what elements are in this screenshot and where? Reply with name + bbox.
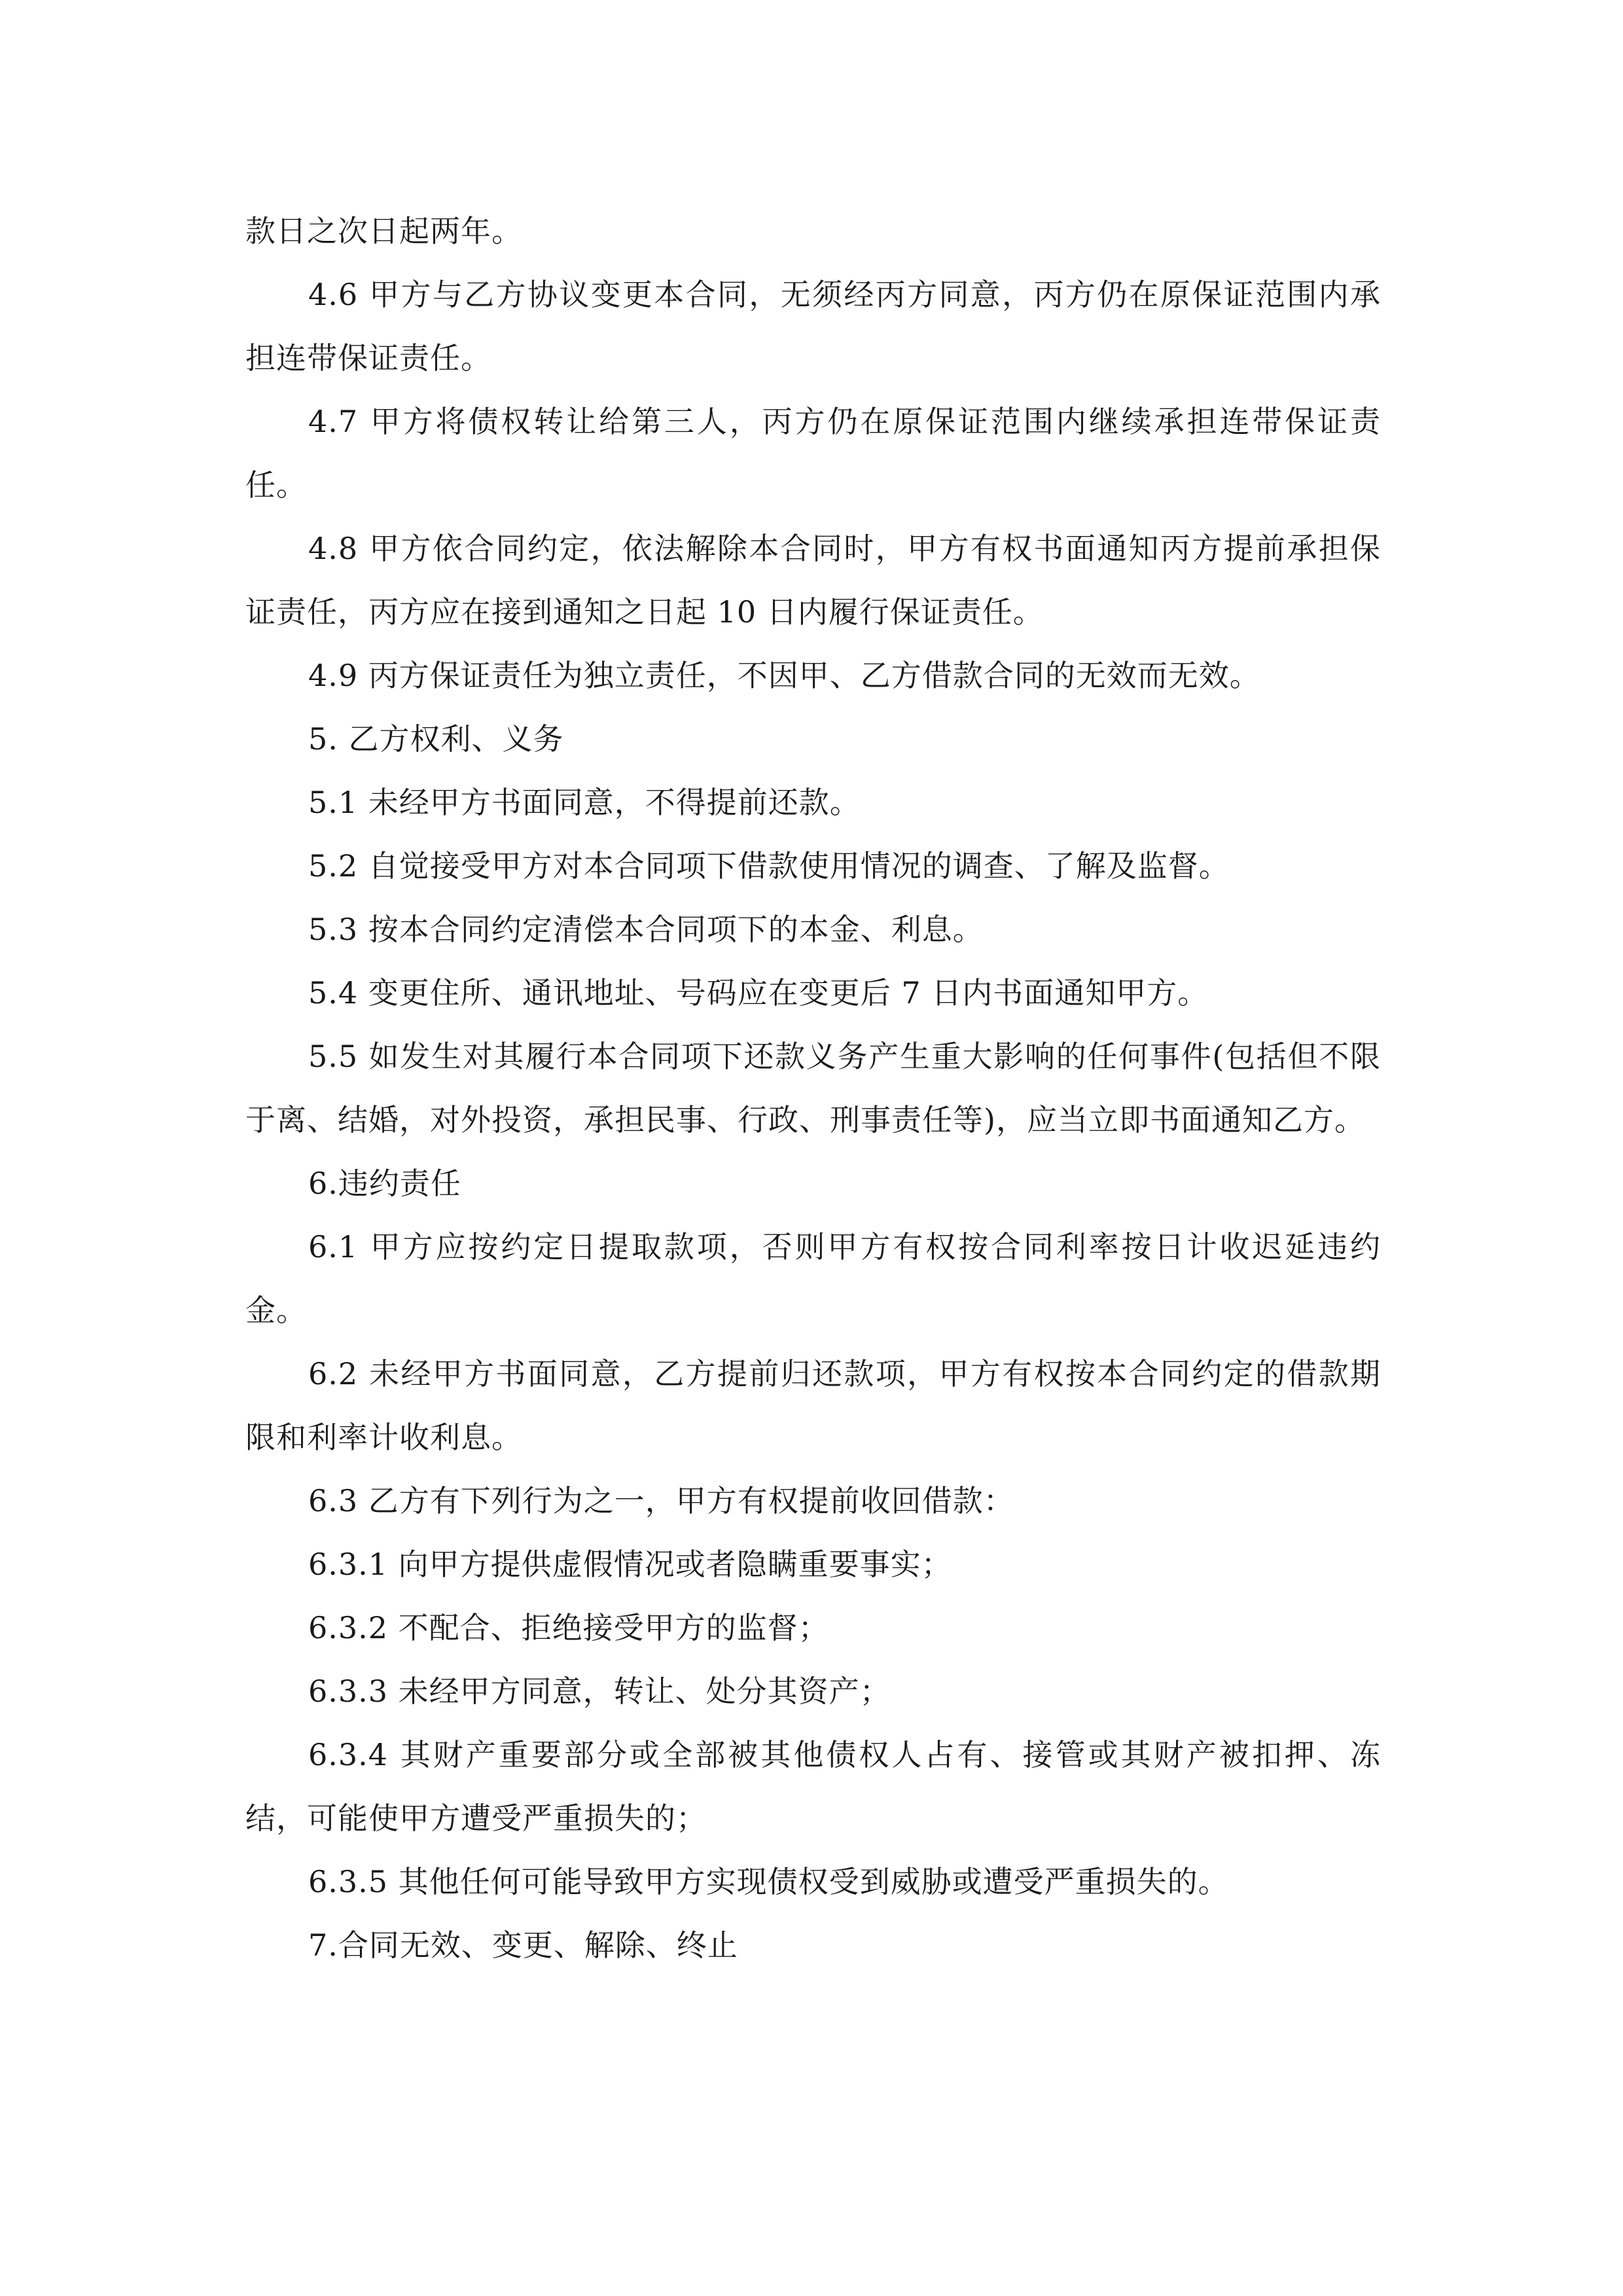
clause-6-3-4: 6.3.4 其财产重要部分或全部被其他债权人占有、接管或其财产被扣押、冻结，可能使甲方遭受严重损失的； (245, 1737, 1381, 1836)
clause-4-8: 4.8 甲方依合同约定，依法解除本合同时，甲方有权书面通知丙方提前承担保证责任，丙方应在接到通知之日起 10 日内履行保证责任。 (245, 531, 1381, 630)
clause-6-3-3: 6.3.3 未经甲方同意，转让、处分其资产； (308, 1674, 891, 1709)
clause-4-9: 4.9 丙方保证责任为独立责任，不因甲、乙方借款合同的无效而无效。 (308, 658, 1260, 693)
section-7-heading: 7.合同无效、变更、解除、终止 (308, 1928, 738, 1963)
section-5-heading: 5. 乙方权利、义务 (308, 721, 564, 757)
clause-5-5: 5.5 如发生对其履行本合同项下还款义务产生重大影响的任何事件(包括但不限于离、结婚，对外投资，承担民事、行政、刑事责任等)，应当立即书面通知乙方。 (245, 1039, 1381, 1138)
clause-6-3: 6.3 乙方有下列行为之一，甲方有权提前收回借款： (308, 1483, 1014, 1518)
clause-5-1: 5.1 未经甲方书面同意，不得提前还款。 (308, 785, 861, 820)
clause-6-2: 6.2 未经甲方书面同意，乙方提前归还款项，甲方有权按本合同约定的借款期限和利率计收利息。 (245, 1356, 1381, 1455)
clause-5-4: 5.4 变更住所、通讯地址、号码应在变更后 7 日内书面通知甲方。 (308, 975, 1209, 1011)
clause-6-3-5: 6.3.5 其他任何可能导致甲方实现债权受到威胁或遭受严重损失的。 (308, 1864, 1229, 1899)
document-body (245, 200, 1381, 1977)
clause-6-3-2: 6.3.2 不配合、拒绝接受甲方的监督； (308, 1610, 829, 1645)
paragraph-continuation: 款日之次日起两年。 (245, 213, 522, 249)
clause-4-6: 4.6 甲方与乙方协议变更本合同，无须经丙方同意，丙方仍在原保证范围内承担连带保证责任。 (245, 277, 1381, 376)
clause-6-1: 6.1 甲方应按约定日提取款项，否则甲方有权按合同利率按日计收迟延违约金。 (245, 1229, 1381, 1328)
section-6-heading: 6.违约责任 (308, 1166, 461, 1201)
clause-4-7: 4.7 甲方将债权转让给第三人，丙方仍在原保证范围内继续承担连带保证责任。 (245, 404, 1381, 503)
clause-5-2: 5.2 自觉接受甲方对本合同项下借款使用情况的调查、了解及监督。 (308, 848, 1230, 884)
clause-5-3: 5.3 按本合同约定清偿本合同项下的本金、利息。 (308, 912, 984, 947)
clause-6-3-1: 6.3.1 向甲方提供虚假情况或者隐瞒重要事实； (308, 1547, 952, 1582)
